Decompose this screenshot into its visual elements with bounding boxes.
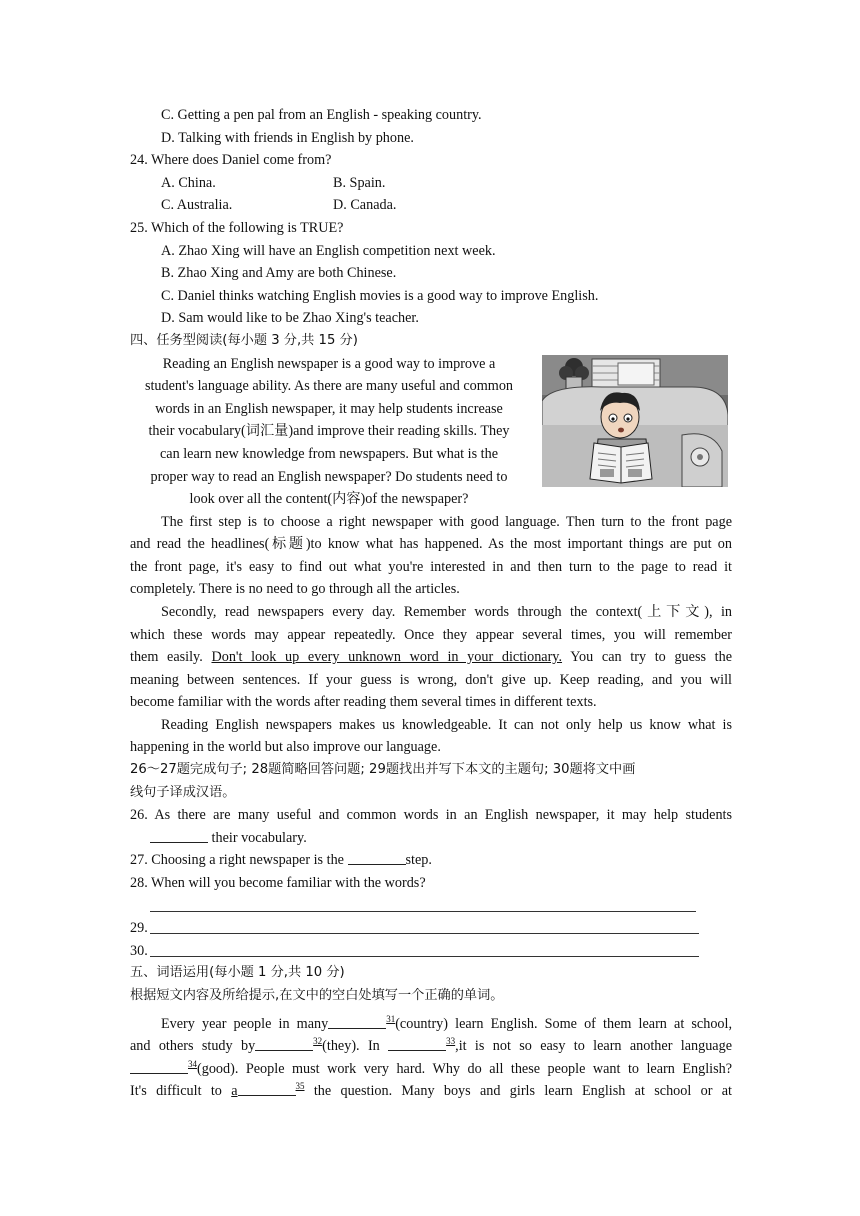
cloze-line-2: [130, 1030, 732, 1053]
q28-stem: 28. When will you become familiar with the words?: [130, 875, 426, 892]
cloze-line-3: [130, 1053, 732, 1076]
blank-number-33: 33: [446, 1036, 456, 1047]
q26-blank[interactable]: [150, 827, 208, 843]
intro-line: student's language ability. As there are many useful and common: [144, 378, 514, 395]
task-instructions-line: 26～27题完成句子; 28题简略回答问题; 29题找出并写下本文的主题句; 30题将文中画: [130, 762, 636, 778]
cloze-text: It's difficult to: [130, 1083, 232, 1100]
para3-line: Reading English newspapers makes us knowledgeable. It can not only help us know what is: [161, 716, 732, 733]
blank-number-34: 34: [188, 1058, 197, 1069]
blank-33[interactable]: [388, 1035, 446, 1051]
q24-option-b[interactable]: B. Spain.: [333, 174, 386, 191]
cloze-line-4: [130, 1075, 732, 1098]
q29-row: [130, 917, 732, 940]
q29-number: 29.: [130, 920, 148, 937]
cloze-text: the question. Many boys and girls learn English at school or at: [304, 1083, 732, 1100]
section5-instruction: 根据短文内容及所给提示,在文中的空白处填写一个正确的单词。: [130, 988, 504, 1003]
cloze-text: ,it is not so easy to learn another language: [455, 1038, 732, 1055]
reading-intro-block: [130, 353, 732, 511]
section4-heading: 四、任务型阅读(每小题 3 分,共 15 分): [130, 332, 358, 348]
cloze-line-1: [130, 1008, 732, 1031]
para2-text: them easily.: [130, 649, 212, 666]
q24-option-c[interactable]: C. Australia.: [161, 197, 233, 214]
q30-number: 30.: [130, 942, 148, 959]
intro-line: words in an English newspaper, it may help students increase: [155, 400, 503, 417]
intro-line: Reading an English newspaper is a good way to improve a: [162, 355, 496, 372]
para1-line: the front page, it's easy to find out what you're interested in and then turn to the page to read it: [130, 558, 732, 575]
q25-option-c[interactable]: C. Daniel thinks watching English movies is a good way to improve English.: [161, 287, 599, 304]
intro-line: proper way to read an English newspaper? Do students need to: [150, 468, 508, 485]
q27-text: 27. Choosing a right newspaper is the: [130, 852, 348, 869]
q30-row: [130, 940, 732, 963]
q25-option-a[interactable]: A. Zhao Xing will have an English competition next week.: [161, 242, 496, 259]
q24-option-a[interactable]: A. China.: [161, 174, 216, 191]
cloze-text: (good). People must work very hard. Why do all these people want to learn English?: [197, 1060, 732, 1077]
para1-line: completely. There is no need to go through all the articles.: [130, 581, 460, 598]
q23-option-c[interactable]: C. Getting a pen pal from an English - speaking country.: [161, 107, 482, 123]
para2-text: You can try to guess the: [562, 649, 733, 666]
q27-stem: [130, 849, 732, 872]
q27-blank[interactable]: [348, 849, 406, 865]
para2-line-with-underline: [130, 646, 732, 669]
blank-35-hint-letter: a: [231, 1083, 238, 1100]
para2-line: Secondly, read newspapers every day. Remember words through the context(上下文), in: [161, 603, 732, 620]
blank-number-32: 32: [313, 1036, 323, 1047]
q23-option-d[interactable]: D. Talking with friends in English by phone.: [161, 129, 414, 146]
reading-intro-text: [130, 353, 528, 511]
para2-line: which these words may appear repeatedly. Once they appear several times, you will remember: [130, 626, 732, 643]
intro-line: their vocabulary(词汇量)and improve their reading skills. They: [148, 423, 510, 440]
q25-option-d[interactable]: D. Sam would like to be Zhao Xing's teacher.: [161, 310, 419, 327]
q29-answer-line[interactable]: [150, 933, 699, 934]
q26-stem: 26. As there are many useful and common words in an English newspaper, it may help students: [130, 807, 732, 824]
q26-line2: [130, 827, 732, 850]
q28-answer-line[interactable]: [150, 911, 696, 912]
blank-31[interactable]: [328, 1013, 386, 1029]
q25-option-b[interactable]: B. Zhao Xing and Amy are both Chinese.: [161, 265, 397, 282]
q28-answer-row: [130, 895, 732, 918]
para3-line: happening in the world but also improve our language.: [130, 739, 441, 756]
para2-line: become familiar with the words after reading them several times in different texts.: [130, 694, 597, 711]
intro-line: look over all the content(内容)of the newspaper?: [189, 491, 469, 508]
q24-stem: 24. Where does Daniel come from?: [130, 152, 332, 169]
document-page: [130, 104, 732, 1098]
blank-number-31: 31: [386, 1013, 396, 1024]
q25-stem: 25. Which of the following is TRUE?: [130, 219, 344, 236]
q24-options-row1: [130, 172, 732, 195]
q24-options-row2: [130, 194, 732, 217]
blank-32[interactable]: [255, 1035, 313, 1051]
q26-text: their vocabulary.: [208, 829, 307, 846]
cloze-text: (country) learn English. Some of them learn at school,: [395, 1015, 732, 1032]
section5-heading: 五、词语运用(每小题 1 分,共 10 分): [130, 965, 345, 981]
q30-answer-line[interactable]: [150, 956, 699, 957]
para1-line: The first step is to choose a right newspaper with good language. Then turn to the front page: [161, 513, 732, 530]
task-instructions-line: 线句子译成汉语。: [130, 784, 236, 800]
para2-line: meaning between sentences. If your guess is wrong, don't give up. Keep reading, and you will: [130, 671, 732, 688]
intro-line: can learn new knowledge from newspapers. But what is the: [159, 445, 499, 462]
blank-number-35: 35: [295, 1081, 305, 1092]
q24-option-d[interactable]: D. Canada.: [333, 197, 397, 214]
boy-reading-newspaper-illustration: [542, 355, 728, 487]
underlined-sentence: Don't look up every unknown word in your dictionary.: [211, 649, 563, 666]
q27-text: step.: [405, 852, 432, 869]
blank-34[interactable]: [130, 1058, 188, 1074]
cloze-text: (they). In: [322, 1038, 389, 1055]
para1-line: and read the headlines(标题)to know what has happened. As the most important things are put on: [130, 536, 732, 553]
cloze-text: Every year people in many: [161, 1015, 329, 1032]
cloze-text: and others study by: [130, 1038, 256, 1055]
blank-35[interactable]: [238, 1080, 296, 1096]
